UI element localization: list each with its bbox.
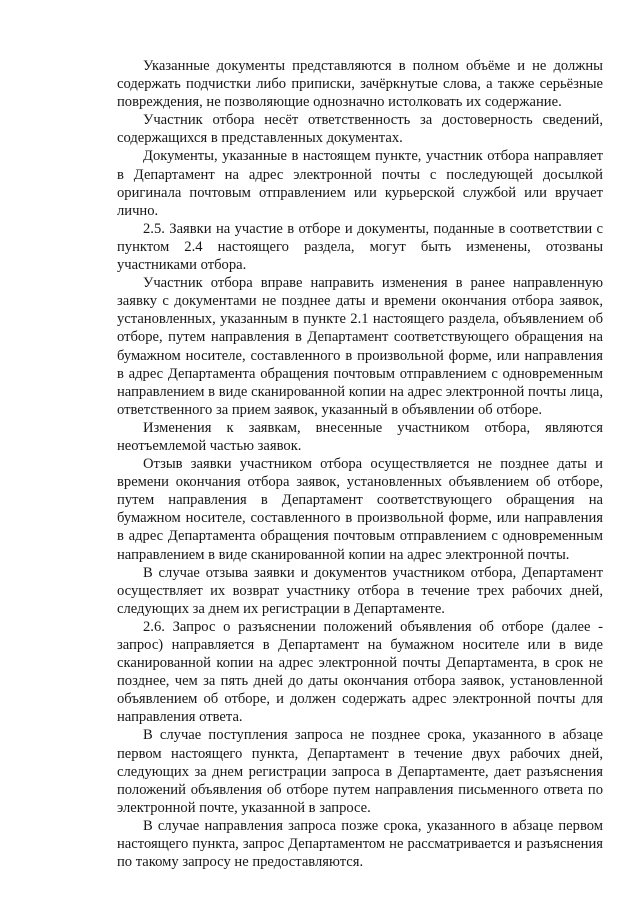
- paragraph-clause-2-5: 2.5. Заявки на участие в отборе и документы, поданные в соответствии с пунктом 2.4 настоящего раздела, могут быть изменены, отозваны участниками отбора.: [117, 220, 603, 274]
- document-body: [117, 57, 603, 871]
- paragraph-application-changes: Участник отбора вправе направить изменения в ранее направленную заявку с документами не позднее даты и времени окончания отбора заявок, установленных, указанным в пункте 2.1 настоящего раздела, объявлением об отборе, путем направления в Департамент соответствующего обращения на бумажном носителе, составленного в произвольной форме, или направления в адрес Департамента обращения почтовым отправлением с одновременным направлением в виде сканированной копии на адрес электронной почты лица, ответственного за прием заявок, указанный в объявлении об отборе.: [117, 275, 603, 418]
- paragraph-participant-responsibility: Участник отбора несёт ответственность за достоверность сведений, содержащихся в представленных документах.: [117, 112, 603, 147]
- paragraph-application-withdrawal: Отзыв заявки участником отбора осуществляется не позднее даты и времени окончания отбора заявок, установленных объявлением об отборе, путем направления в Департамент соответствующего обращения на бумажном носителе, составленного в произвольной форме, или направления в адрес Департамента обращения почтовым отправлением с одновременным направлением в виде сканированной копии на адрес электронной почты.: [117, 456, 603, 563]
- paragraph-timely-request: В случае поступления запроса не позднее срока, указанного в абзаце первом настоящего пункта, Департамент в течение двух рабочих дней, следующих за днем регистрации запроса в Департаменте, дает разъяснения положений объявления об отборе путем направления письменного ответа по электронной почте, указанной в запросе.: [117, 727, 603, 816]
- paragraph-late-request: В случае направления запроса позже срока, указанного в абзаце первом настоящего пункта, запрос Департаментом не рассматривается и разъяснения по такому запросу не предоставляются.: [117, 817, 603, 871]
- paragraph-documents-completeness: Указанные документы представляются в полном объёме и не должны содержать подчистки либо приписки, зачёркнутые слова, а также серьёзные повреждения, не позволяющие однозначно истолковать их содержание.: [117, 58, 603, 111]
- paragraph-clause-2-6: 2.6. Запрос о разъяснении положений объявления об отборе (далее - запрос) направляется в Департамент на бумажном носителе или в виде сканированной копии на адрес электронной почты Департамента, в срок не позднее, чем за пять дней до даты окончания отбора заявок, установленной объявлением об отборе, и должен содержать адрес электронной почты для направления ответа.: [117, 618, 603, 726]
- paragraph-changes-integral-part: Изменения к заявкам, внесенные участником отбора, являются неотъемлемой частью заявок.: [117, 419, 603, 454]
- paragraph-documents-return: В случае отзыва заявки и документов участником отбора, Департамент осуществляет их возврат участнику отбора в течение трех рабочих дней, следующих за днем их регистрации в Департаменте.: [117, 564, 603, 617]
- paragraph-documents-submission: Документы, указанные в настоящем пункте, участник отбора направляет в Департамент на адрес электронной почты с последующей досылкой оригинала почтовым отправлением или курьерской службой или вручает лично.: [117, 148, 603, 219]
